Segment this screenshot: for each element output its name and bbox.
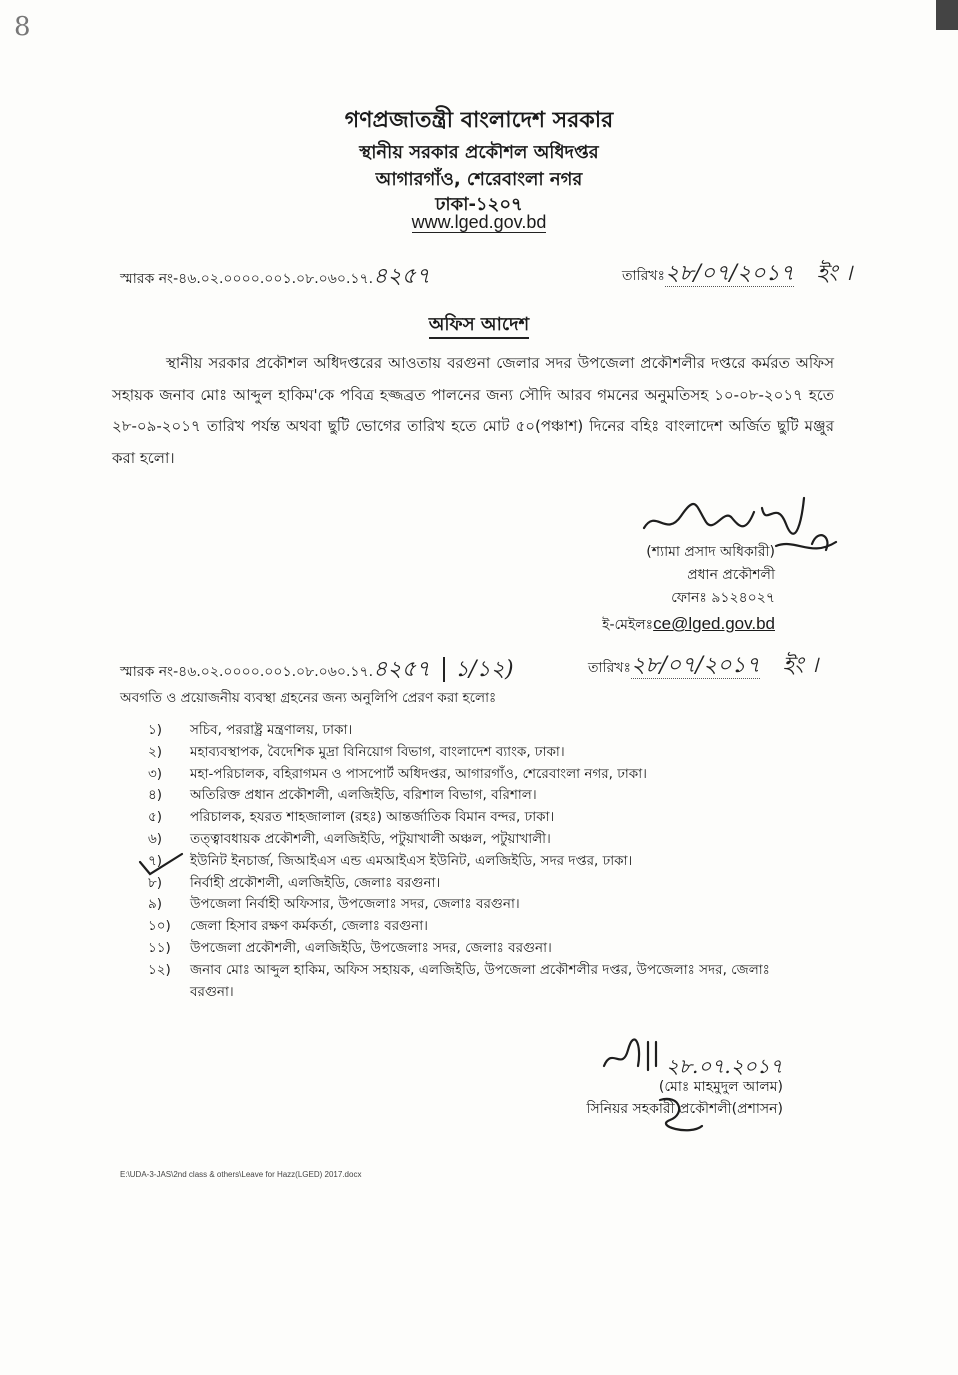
file-path-footer: E:\UDA-3-JAS\2nd class & others\Leave for Hazz(LGED) 2017.docx — [120, 1170, 362, 1179]
memo-annotation-handwritten: ১/১২) — [443, 657, 514, 682]
office-order-title: অফিস আদেশ — [0, 310, 958, 341]
initials-scribble — [650, 1090, 710, 1140]
city-line: ঢাকা-১২০৭ — [435, 194, 523, 215]
signatory-name-2: (মোঃ মাহমুদুল আলম) — [658, 1079, 783, 1095]
memo-number-handwritten-2: ৪২৫৭ — [373, 657, 431, 682]
memo-number-2: স্মারক নং-৪৬.০২.০০০০.০০১.০৮.০৬০.১৭.৪২৫৭ ১/১২) — [120, 657, 514, 682]
date-suffix-1: ইং । — [816, 261, 853, 286]
memo-date-2: তারিখঃ২৮/০৭/২০১৭ ইং । — [588, 653, 819, 678]
list-item: ২) মহাব্যবস্থাপক, বৈদেশিক মুদ্রা বিনিয়োগ বিভাগ, বাংলাদেশ ব্যাংক, ঢাকা। — [148, 743, 565, 760]
list-item: ১) সচিব, পররাষ্ট্র মন্ত্রণালয়, ঢাকা। — [148, 722, 353, 738]
page-number-mark: 8 — [14, 12, 31, 42]
government-title: গণপ্রজাতন্ত্রী বাংলাদেশ সরকার — [344, 108, 614, 133]
scan-edge-mark — [936, 0, 958, 30]
checkmark-icon — [136, 850, 196, 880]
memo-number-handwritten-1: ৪২৫৭ — [373, 264, 431, 289]
list-item: ৭) ইউনিট ইনচার্জ, জিআইএস এন্ড এমআইএস ইউনিট, এলজিইডি, সদর দপ্তর, ঢাকা। — [148, 852, 633, 869]
signatory-phone-1: ফোনঃ ৯১২৪০২৭ — [671, 590, 775, 606]
signatory-designation-1: প্রধান প্রকৌশলী — [687, 567, 775, 583]
website-link[interactable]: www.lged.gov.bd — [411, 212, 547, 232]
order-body: স্থানীয় সরকার প্রকৌশল অধিদপ্তরের আওতায় বরগুনা জেলার সদর উপজেলা প্রকৌশলীর দপ্তরে কর্মরত অফিস সহায়ক জনাব মোঃ আব্দুল হাকিম'কে পবিত্র হজ্জব্রত পালনের জন্য সৌদি আরব গমনের অনুমতিসহ ১০-০৮-২০১৭ হতে ২৮-০৯-২০১৭ তারিখ পর্যন্ত অথবা ছুটি ভোগের তারিখ হতে মোট ৫০(পঞ্চাশ) দিনের বহিঃ বাংলাদেশ অর্জিত ছুটি মঞ্জুর করা হলো। — [112, 354, 834, 467]
list-item: ১১) উপজেলা প্রকৌশলী, এলজিইডি, উপজেলাঃ সদর, জেলাঃ বরগুনা। — [148, 939, 552, 956]
memo-number-1: স্মারক নং-৪৬.০২.০০০০.০০১.০৮.০৬০.১৭.৪২৫৭ — [120, 264, 431, 289]
email-link[interactable]: ce@lged.gov.bd — [653, 614, 775, 633]
date-handwritten-1: ২৮/০৭/২০১৭ — [664, 261, 795, 286]
department-title: স্থানীয় সরকার প্রকৌশল অধিদপ্তর — [359, 142, 599, 163]
date-handwritten-2: ২৮/০৭/২০১৭ — [630, 653, 761, 678]
signatory-name-1: (শ্যামা প্রসাদ অধিকারী) — [646, 544, 775, 560]
signature-2 — [598, 1036, 668, 1080]
list-item: ৫) পরিচালক, হযরত শাহজালাল (রহঃ) আন্তর্জাতিক বিমান বন্দর, ঢাকা। — [148, 809, 555, 826]
signatory-email-row: ই-মেইলঃce@lged.gov.bd — [602, 614, 775, 633]
list-item: ৯) উপজেলা নির্বাহী অফিসার, উপজেলাঃ সদর, জেলাঃ বরগুনা। — [148, 896, 520, 913]
signatory-block-1 — [602, 541, 775, 637]
memo-date-1: তারিখঃ২৮/০৭/২০১৭ ইং । — [622, 261, 853, 286]
cc-intro: অবগতি ও প্রয়োজনীয় ব্যবস্থা গ্রহনের জন্য অনুলিপি প্রেরণ করা হলোঃ — [120, 690, 497, 706]
list-item: ১২) জনাব মোঃ আব্দুল হাকিম, অফিস সহায়ক, এলজিইডি, উপজেলা প্রকৌশলীর দপ্তর, উপজেলাঃ সদর, জেলাঃ বরগুনা। — [148, 961, 770, 1000]
signatory-designation-2: সিনিয়র সহকারী প্রকৌশলী(প্রশাসন) — [586, 1101, 783, 1117]
list-item: ৮) নির্বাহী প্রকৌশলী, এলজিইডি, জেলাঃ বরগুনা। — [148, 874, 441, 891]
list-item: ৬) তত্ত্বাবধায়ক প্রকৌশলী, এলজিইডি, পটুয়াখালী অঞ্চল, পটুয়াখালী। — [148, 830, 551, 847]
signature-date-handwritten: ২৮.০৭.২০১৭ — [666, 1054, 783, 1078]
list-item: ১০) জেলা হিসাব রক্ষণ কর্মকর্তা, জেলাঃ বরগুনা। — [148, 918, 428, 935]
date-suffix-2: ইং । — [782, 653, 819, 678]
copy-recipient-list — [148, 720, 788, 1003]
address-line: আগারগাঁও, শেরেবাংলা নগর — [375, 169, 583, 190]
list-item: ৩) মহা-পরিচালক, বহিরাগমন ও পাসপোর্ট অধিদপ্তর, আগারগাঁও, শেরেবাংলা নগর, ঢাকা। — [148, 765, 647, 782]
list-item: ৪) অতিরিক্ত প্রধান প্রকৌশলী, এলজিইডি, বরিশাল বিভাগ, বরিশাল। — [148, 787, 537, 804]
